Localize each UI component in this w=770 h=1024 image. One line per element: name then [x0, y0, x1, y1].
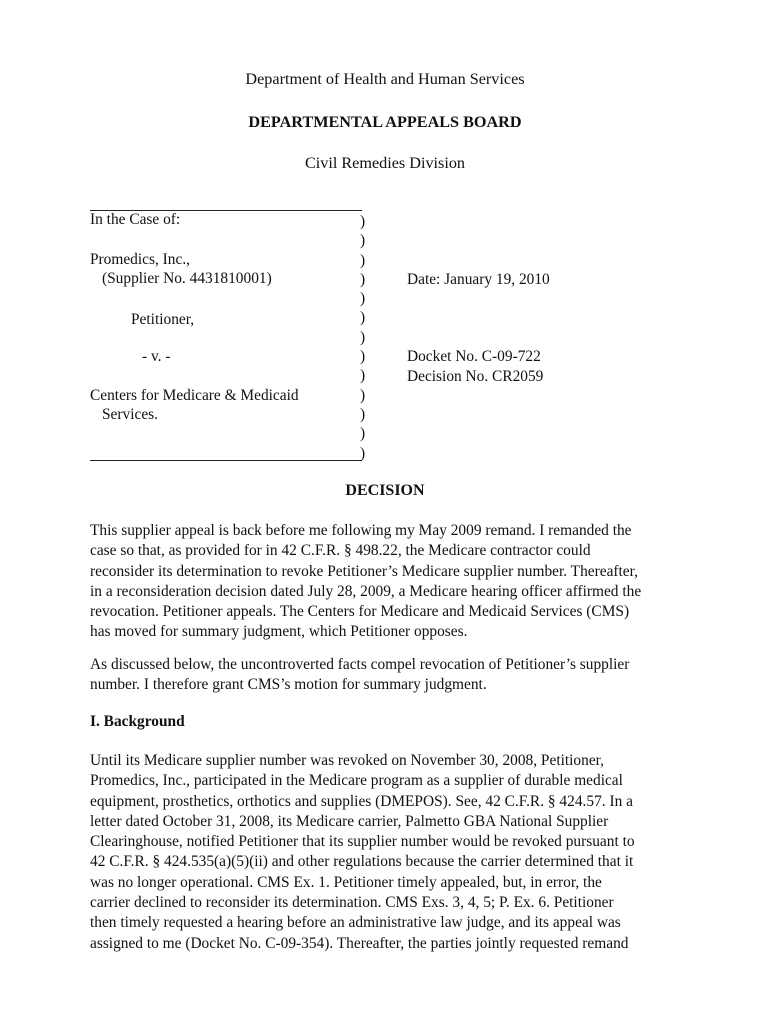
caption-paren: ) [360, 213, 366, 230]
text-line: reconsider its determination to revoke Petitioner’s Medicare supplier number. Thereafter, [90, 562, 638, 580]
text-line: case so that, as provided for in 42 C.F.R. § 498.22, the Medicare contractor could [90, 542, 591, 560]
text-line: 42 C.F.R. § 424.535(a)(5)(ii) and other regulations because the carrier determined that it [90, 853, 634, 871]
petitioner-role: Petitioner, [131, 311, 195, 328]
caption-paren: ) [360, 232, 366, 250]
caption-paren-column [360, 212, 365, 463]
section-heading-background: I. Background [90, 713, 185, 730]
board-name: DEPARTMENTAL APPEALS BOARD [248, 113, 522, 131]
text-line: assigned to me (Docket No. C-09-354). Thereafter, the parties jointly requested remand [90, 934, 629, 952]
department-name: Department of Health and Human Services [245, 70, 525, 88]
text-line: number. I therefore grant CMS’s motion for summary judgment. [90, 676, 487, 694]
caption-paren: ) [360, 309, 366, 327]
decision-number: Decision No. CR2059 [407, 368, 544, 385]
caption-paren: ) [360, 444, 366, 462]
caption-paren: ) [360, 425, 366, 443]
caption-paren: ) [360, 386, 366, 404]
text-line: has moved for summary judgment, which Petitioner opposes. [90, 623, 468, 641]
respondent-name-line2: Services. [102, 406, 158, 423]
respondent-name-line1: Centers for Medicare & Medicaid [90, 387, 299, 404]
decision-heading: DECISION [345, 482, 425, 499]
paragraph-intro [90, 521, 682, 643]
petitioner-name: Promedics, Inc., [90, 251, 191, 268]
supplier-number: (Supplier No. 4431810001) [102, 270, 272, 287]
caption-paren: ) [360, 367, 366, 385]
caption-paren: ) [360, 348, 366, 366]
caption-paren: ) [360, 270, 366, 288]
in-the-case-of-label: In the Case of: [90, 211, 181, 228]
caption-paren: ) [360, 328, 366, 346]
docket-number: Docket No. C-09-722 [407, 348, 541, 365]
decision-date: Date: January 19, 2010 [407, 271, 550, 288]
text-line: Clearinghouse, notified Petitioner that its supplier number would be revoked pursuant to [90, 833, 635, 851]
caption-paren: ) [360, 251, 366, 269]
paragraph-summary [90, 655, 682, 696]
text-line: This supplier appeal is back before me following my May 2009 remand. I remanded the [90, 522, 632, 539]
text-line: carrier declined to reconsider its determination. CMS Exs. 3, 4, 5; P. Ex. 6. Petitioner [90, 894, 614, 912]
text-line: Until its Medicare supplier number was revoked on November 30, 2008, Petitioner, [90, 752, 605, 769]
text-line: was no longer operational. CMS Ex. 1. Petitioner timely appealed, but, in error, the [90, 873, 602, 891]
text-line: then timely requested a hearing before an administrative law judge, and its appeal was [90, 914, 621, 932]
text-line: in a reconsideration decision dated July 28, 2009, a Medicare hearing officer affirmed the [90, 582, 642, 600]
text-line: equipment, prosthetics, orthotics and supplies (DMEPOS). See, 42 C.F.R. § 424.57. In a [90, 792, 633, 810]
text-line: As discussed below, the uncontroverted facts compel revocation of Petitioner’s supplier [90, 656, 630, 673]
paragraph-background [90, 751, 682, 954]
caption-bottom-rule [90, 460, 362, 461]
text-line: letter dated October 31, 2008, its Medicare carrier, Palmetto GBA National Supplier [90, 812, 609, 830]
division-name: Civil Remedies Division [304, 154, 466, 172]
caption-paren: ) [360, 290, 366, 308]
versus: - v. - [142, 348, 171, 365]
text-line: Promedics, Inc., participated in the Medicare program as a supplier of durable medical [90, 772, 623, 790]
caption-paren: ) [360, 405, 366, 423]
text-line: revocation. Petitioner appeals. The Centers for Medicare and Medicaid Services (CMS) [90, 603, 630, 621]
